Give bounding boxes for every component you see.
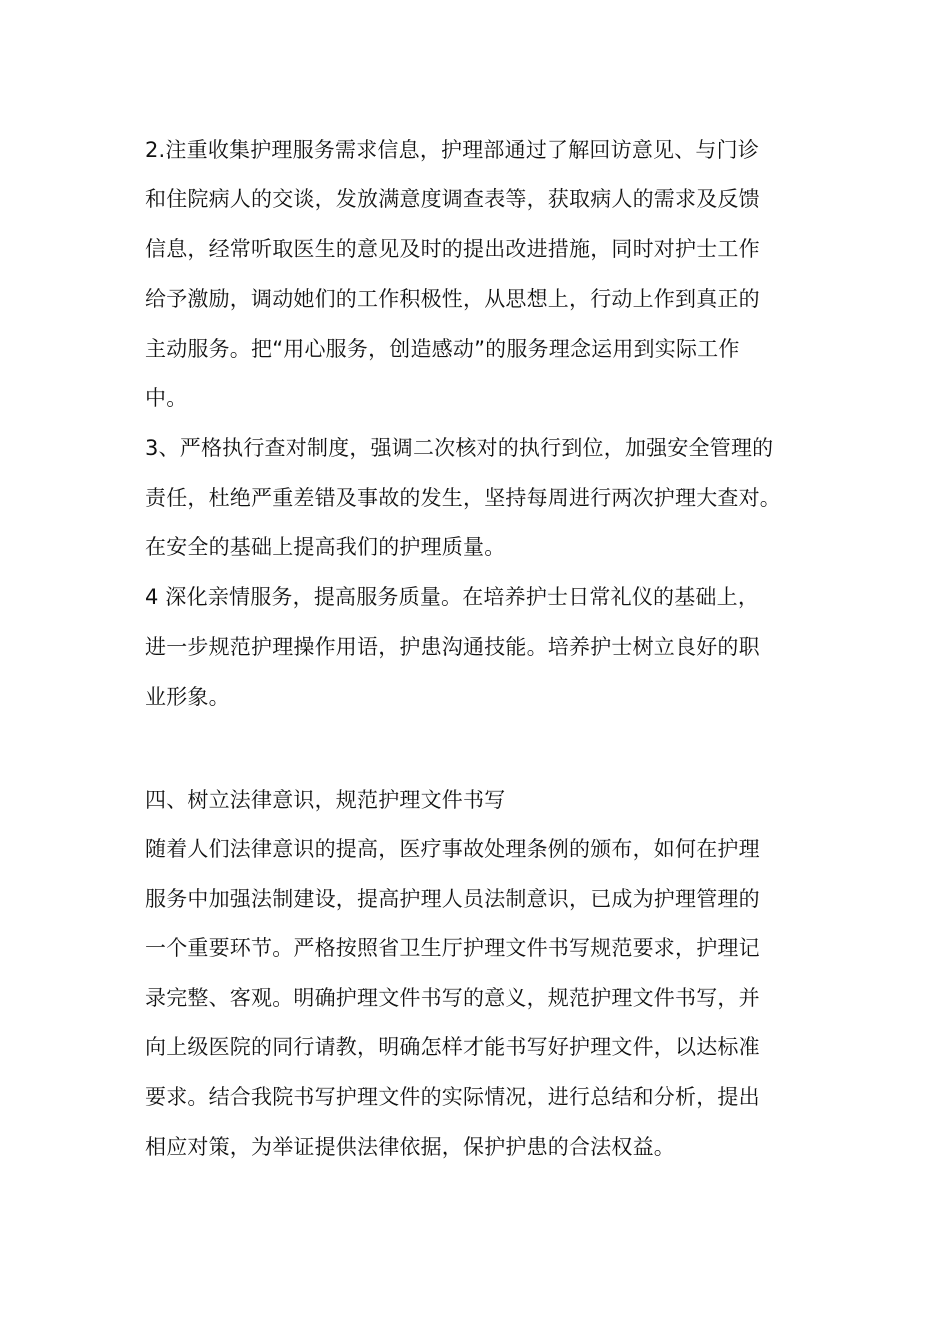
paragraph-line: 在安全的基础上提高我们的护理质量。: [145, 535, 506, 559]
paragraph-line: 责任，杜绝严重差错及事故的发生，坚持每周进行两次护理大查对。: [145, 486, 781, 510]
paragraph-line: 4 深化亲情服务，提高服务质量。在培养护士日常礼仪的基础上，: [145, 585, 760, 609]
paragraph-line: 2.注重收集护理服务需求信息，护理部通过了解回访意见、与门诊: [145, 138, 760, 162]
section-heading: 四、树立法律意识，规范护理文件书写: [145, 788, 506, 812]
paragraph-line: 信息，经常听取医生的意见及时的提出改进措施，同时对护士工作: [145, 237, 760, 261]
paragraph-line: 和住院病人的交谈，发放满意度调查表等，获取病人的需求及反馈: [145, 187, 760, 211]
paragraph-line: 主动服务。把“用心服务，创造感动”的服务理念运用到实际工作: [145, 337, 740, 361]
paragraph-line: 一个重要环节。严格按照省卫生厅护理文件书写规范要求，护理记: [145, 936, 760, 960]
paragraph-line: 录完整、客观。明确护理文件书写的意义，规范护理文件书写，并: [145, 986, 760, 1010]
paragraph-line: 相应对策，为举证提供法律依据，保护护患的合法权益。: [145, 1135, 675, 1159]
paragraph-line: 要求。结合我院书写护理文件的实际情况，进行总结和分析，提出: [145, 1085, 760, 1109]
paragraph-line: 中。: [145, 386, 188, 410]
paragraph-line: 业形象。: [145, 685, 230, 709]
paragraph-line: 服务中加强法制建设，提高护理人员法制意识，已成为护理管理的: [145, 887, 760, 911]
paragraph-line: 随着人们法律意识的提高，医疗事故处理条例的颁布，如何在护理: [145, 837, 760, 861]
paragraph-line: 3、严格执行查对制度，强调二次核对的执行到位，加强安全管理的: [145, 436, 774, 460]
paragraph-line: 向上级医院的同行请教，明确怎样才能书写好护理文件，以达标准: [145, 1035, 760, 1059]
paragraph-line: 给予激励，调动她们的工作积极性，从思想上，行动上作到真正的: [145, 287, 760, 311]
paragraph-line: 进一步规范护理操作用语，护患沟通技能。培养护士树立良好的职: [145, 635, 760, 659]
